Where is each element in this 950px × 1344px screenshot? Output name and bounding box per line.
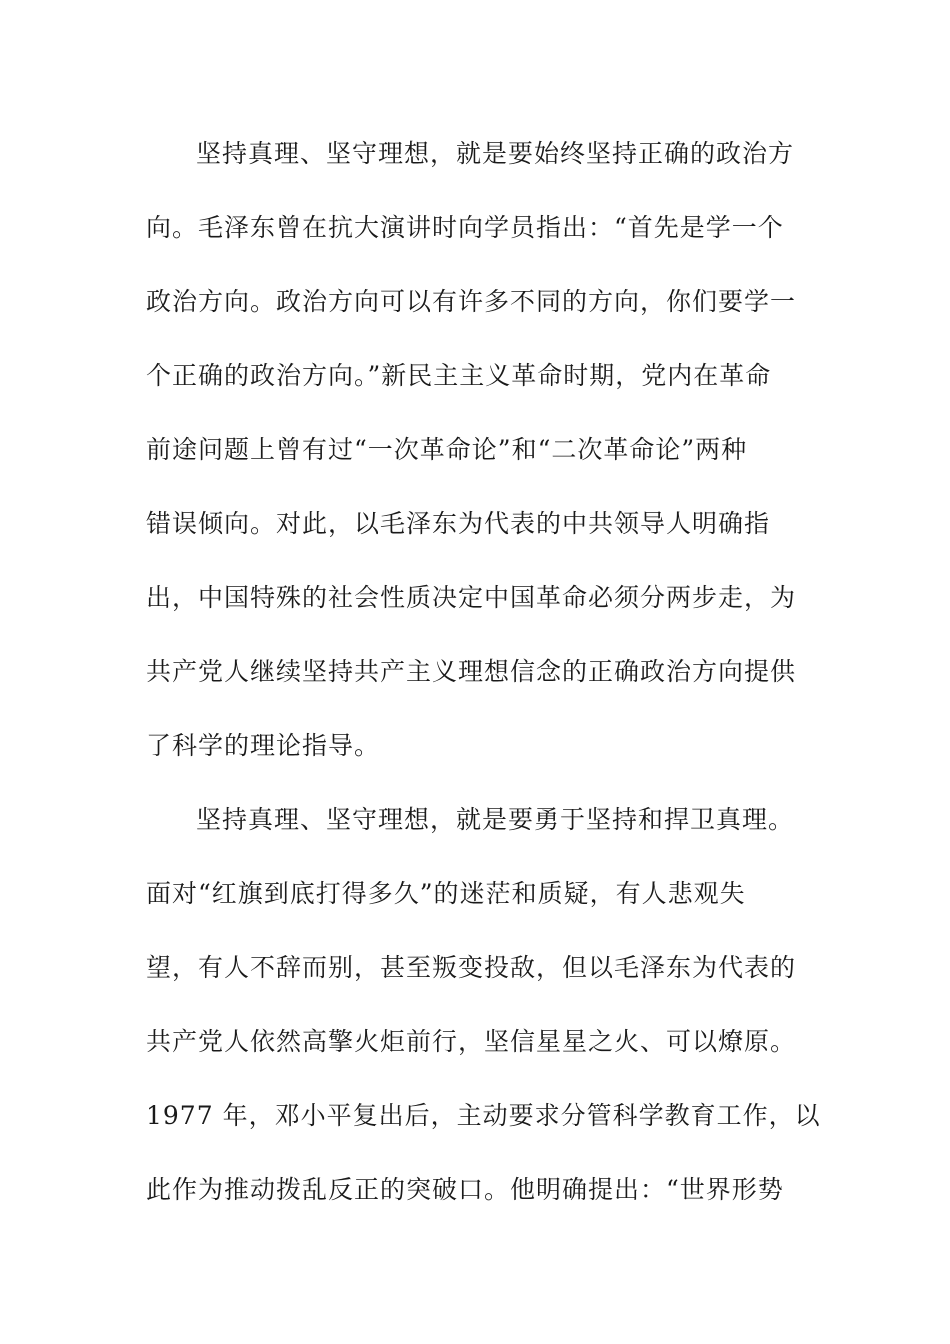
paragraph-2-line-2: 面对“红旗到底打得多久”的迷茫和质疑，有人悲观失 (146, 879, 746, 908)
paragraph-1-line-5: 前途问题上曾有过“一次革命论”和“二次革命论”两种 (146, 435, 748, 464)
paragraph-2-line-6: 此作为推动拨乱反正的突破口。他明确提出：“世界形势 (146, 1175, 784, 1204)
paragraph-1-line-2: 向。毛泽东曾在抗大演讲时向学员指出：“首先是学一个 (146, 213, 784, 242)
paragraph-1-line-8: 共产党人继续坚持共产主义理想信念的正确政治方向提供 (146, 657, 797, 686)
paragraph-1-line-3: 政治方向。政治方向可以有许多不同的方向，你们要学一 (146, 287, 797, 316)
paragraph-1-line-4: 个正确的政治方向。”新民主主义革命时期，党内在革命 (146, 361, 772, 390)
paragraph-2-line-1: 坚持真理、坚守理想，就是要勇于坚持和捍卫真理。 (196, 805, 795, 834)
paragraph-1-line-7: 出，中国特殊的社会性质决定中国革命必须分两步走，为 (146, 583, 797, 612)
paragraph-2-line-3: 望，有人不辞而别，甚至叛变投敌，但以毛泽东为代表的 (146, 953, 797, 982)
paragraph-1-line-6: 错误倾向。对此，以毛泽东为代表的中共领导人明确指 (146, 509, 771, 538)
paragraph-2-line-4: 共产党人依然高擎火炬前行，坚信星星之火、可以燎原。 (146, 1027, 797, 1056)
paragraph-1-line-1: 坚持真理、坚守理想，就是要始终坚持正确的政治方 (196, 139, 795, 168)
paragraph-2-line-5: 1977 年，邓小平复出后，主动要求分管科学教育工作，以 (146, 1101, 821, 1130)
paragraph-1-line-9: 了科学的理论指导。 (146, 731, 381, 760)
